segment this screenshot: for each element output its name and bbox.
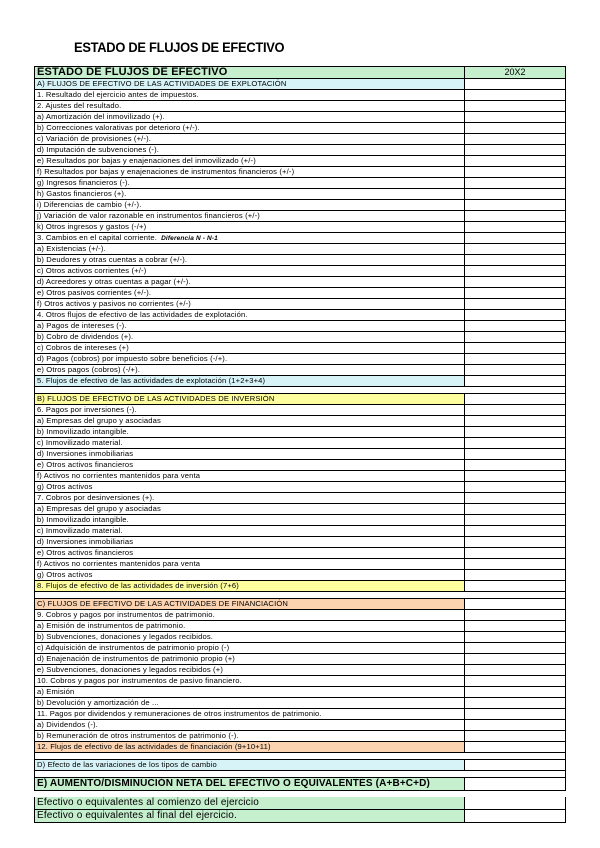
row-label: 6. Pagos por inversiones (-). <box>35 405 465 415</box>
row-label: A) FLUJOS DE EFECTIVO DE LAS ACTIVIDADES DE EXPLOTACIÓN <box>35 79 465 89</box>
row-label: c) Adquisición de instrumentos de patrimonio propio (-) <box>35 643 465 653</box>
row-value-cell <box>465 178 565 188</box>
row-value-cell <box>465 460 565 470</box>
row-label: e) Otros activos financieros <box>35 548 465 558</box>
table-row <box>34 145 566 156</box>
row-value-cell <box>465 621 565 631</box>
row-value-cell <box>465 167 565 177</box>
row-value-cell <box>465 581 565 591</box>
row-label: g) Otros activos <box>35 482 465 492</box>
table-row <box>34 233 566 244</box>
row-value-cell <box>465 101 565 111</box>
table-header-label: ESTADO DE FLUJOS DE EFECTIVO <box>35 67 465 78</box>
table-row <box>34 376 566 387</box>
row-label: e) Subvenciones, donaciones y legados recibidos (+) <box>35 665 465 675</box>
row-value-cell <box>465 632 565 642</box>
row-value-cell <box>465 233 565 243</box>
row-value-cell <box>465 394 565 404</box>
table-row <box>34 134 566 145</box>
row-label: e) Otros activos financieros <box>35 460 465 470</box>
table-row <box>34 599 566 610</box>
row-value-cell <box>465 778 565 790</box>
row-value-cell <box>465 720 565 730</box>
row-label: C) FLUJOS DE EFECTIVO DE LAS ACTIVIDADES DE FINANCIACIÓN <box>35 599 465 609</box>
row-label: d) Inversiones inmobiliarias <box>35 537 465 547</box>
row-value-cell <box>465 211 565 221</box>
table-body <box>34 79 566 823</box>
row-value-cell <box>465 698 565 708</box>
row-value-cell <box>465 493 565 503</box>
row-label: d) Enajenación de instrumentos de patrimonio propio (+) <box>35 654 465 664</box>
row-value-cell <box>465 643 565 653</box>
table-row <box>34 778 566 791</box>
table-row <box>34 632 566 643</box>
table-row <box>34 101 566 112</box>
row-value-cell <box>465 79 565 89</box>
table-row <box>34 504 566 515</box>
table-row <box>34 621 566 632</box>
row-label: i) Diferencias de cambio (+/-). <box>35 200 465 210</box>
row-value-cell <box>465 654 565 664</box>
table-row <box>34 123 566 134</box>
table-header-year: 20X2 <box>465 67 565 78</box>
row-value-cell <box>465 354 565 364</box>
table-row <box>34 405 566 416</box>
row-label: f) Otros activos y pasivos no corrientes (+/-) <box>35 299 465 309</box>
row-label: d) Inversiones inmobiliarias <box>35 449 465 459</box>
row-value-cell <box>465 537 565 547</box>
row-label: c) Variación de provisiones (+/-). <box>35 134 465 144</box>
row-label: Efectivo o equivalentes al comienzo del ejercicio <box>35 797 465 809</box>
table-row <box>34 321 566 332</box>
table-row <box>34 394 566 405</box>
row-label: f) Resultados por bajas y enajenaciones de instrumentos financieros (+/-) <box>35 167 465 177</box>
row-value-cell <box>465 145 565 155</box>
row-value-cell <box>465 504 565 514</box>
row-label: 9. Cobros y pagos por instrumentos de patrimonio. <box>35 610 465 620</box>
row-label: b) Subvenciones, donaciones y legados recibidos. <box>35 632 465 642</box>
row-value-cell <box>465 244 565 254</box>
table-header-row <box>34 66 566 79</box>
table-row <box>34 610 566 621</box>
table-row <box>34 365 566 376</box>
row-value-cell <box>465 610 565 620</box>
row-label: a) Emisión de instrumentos de patrimonio. <box>35 621 465 631</box>
cash-flow-table <box>34 66 566 823</box>
row-value-cell <box>465 156 565 166</box>
table-row <box>34 178 566 189</box>
row-value-cell <box>465 200 565 210</box>
row-value-cell <box>465 526 565 536</box>
table-row <box>34 438 566 449</box>
table-row <box>34 79 566 90</box>
table-row <box>34 167 566 178</box>
row-value-cell <box>465 310 565 320</box>
table-row <box>34 255 566 266</box>
row-label: g) Otros activos <box>35 570 465 580</box>
row-value-cell <box>465 559 565 569</box>
table-row <box>34 332 566 343</box>
table-row <box>34 581 566 592</box>
row-label: a) Pagos de intereses (-). <box>35 321 465 331</box>
table-row <box>34 760 566 771</box>
spacer-row <box>34 387 566 394</box>
table-row <box>34 709 566 720</box>
row-value-cell <box>465 482 565 492</box>
table-row <box>34 548 566 559</box>
capital-note: Diferencia N - N-1 <box>161 235 218 242</box>
row-value-cell <box>465 687 565 697</box>
spacer-row <box>34 771 566 778</box>
row-value-cell <box>465 471 565 481</box>
row-value-cell <box>465 321 565 331</box>
table-row <box>34 537 566 548</box>
row-label: 10. Cobros y pagos por instrumentos de pasivo financiero. <box>35 676 465 686</box>
row-label: c) Inmovilizado material. <box>35 526 465 536</box>
row-label: Efectivo o equivalentes al final del ejercicio. <box>35 810 465 822</box>
row-label: b) Devolución y amortización de ... <box>35 698 465 708</box>
table-row <box>34 654 566 665</box>
row-label: 12. Flujos de efectivo de las actividades de financiación (9+10+11) <box>35 742 465 752</box>
spacer-row <box>34 753 566 760</box>
row-label: a) Empresas del grupo y asociadas <box>35 416 465 426</box>
table-row <box>34 643 566 654</box>
row-value-cell <box>465 760 565 770</box>
row-value-cell <box>465 134 565 144</box>
row-label: k) Otros ingresos y gastos (-/+) <box>35 222 465 232</box>
row-label: 2. Ajustes del resultado. <box>35 101 465 111</box>
row-label: a) Emisión <box>35 687 465 697</box>
table-row <box>34 515 566 526</box>
table-row <box>34 244 566 255</box>
spacer-row <box>34 592 566 599</box>
table-row <box>34 299 566 310</box>
row-label: e) Otros pagos (cobros) (-/+). <box>35 365 465 375</box>
row-value-cell <box>465 365 565 375</box>
row-value-cell <box>465 438 565 448</box>
row-value-cell <box>465 731 565 741</box>
row-label: c) Otros activos corrientes (+/-) <box>35 266 465 276</box>
row-value-cell <box>465 405 565 415</box>
row-label: a) Dividendos (-). <box>35 720 465 730</box>
row-label: b) Inmovilizado intangible. <box>35 515 465 525</box>
table-row <box>34 354 566 365</box>
table-row <box>34 559 566 570</box>
row-label: e) Otros pasivos corrientes (+/-). <box>35 288 465 298</box>
table-row <box>34 211 566 222</box>
row-value-cell <box>465 266 565 276</box>
table-row <box>34 471 566 482</box>
row-label: a) Empresas del grupo y asociadas <box>35 504 465 514</box>
row-value-cell <box>465 112 565 122</box>
row-value-cell <box>465 515 565 525</box>
row-label: g) Ingresos financieros (-). <box>35 178 465 188</box>
row-value-cell <box>465 599 565 609</box>
row-label: b) Inmovilizado intangible. <box>35 427 465 437</box>
table-row <box>34 676 566 687</box>
table-row <box>34 310 566 321</box>
row-value-cell <box>465 255 565 265</box>
table-row <box>34 427 566 438</box>
row-value-cell <box>465 449 565 459</box>
table-row <box>34 189 566 200</box>
row-value-cell <box>465 376 565 386</box>
row-label: 8. Flujos de efectivo de las actividades de inversión (7+6) <box>35 581 465 591</box>
table-row <box>34 720 566 731</box>
table-row <box>34 222 566 233</box>
row-label: E) AUMENTO/DISMINUCIÓN NETA DEL EFECTIVO O EQUIVALENTES (A+B+C+D) <box>35 778 465 790</box>
table-row <box>34 797 566 810</box>
table-row <box>34 742 566 753</box>
table-row <box>34 416 566 427</box>
table-row <box>34 482 566 493</box>
row-label: 3. Cambios en el capital corriente. Diferencia N - N-1 <box>35 233 465 243</box>
row-label: d) Acreedores y otras cuentas a pagar (+/-). <box>35 277 465 287</box>
table-row <box>34 449 566 460</box>
row-label: f) Activos no corrientes mantenidos para venta <box>35 559 465 569</box>
row-value-cell <box>465 548 565 558</box>
row-value-cell <box>465 709 565 719</box>
table-row <box>34 526 566 537</box>
row-label: b) Cobro de dividendos (+). <box>35 332 465 342</box>
row-value-cell <box>465 299 565 309</box>
table-row <box>34 266 566 277</box>
row-value-cell <box>465 288 565 298</box>
table-row <box>34 277 566 288</box>
row-label: d) Imputación de subvenciones (-). <box>35 145 465 155</box>
row-label: 1. Resultado del ejercicio antes de impuestos. <box>35 90 465 100</box>
table-row <box>34 493 566 504</box>
row-value-cell <box>465 676 565 686</box>
table-row <box>34 810 566 823</box>
table-row <box>34 288 566 299</box>
row-label: f) Activos no corrientes mantenidos para venta <box>35 471 465 481</box>
row-label: b) Remuneración de otros instrumentos de patrimonio (-). <box>35 731 465 741</box>
row-value-cell <box>465 797 565 809</box>
table-row <box>34 570 566 581</box>
row-label: a) Amortización del inmovilizado (+). <box>35 112 465 122</box>
table-row <box>34 200 566 211</box>
row-label: b) Correcciones valorativas por deterioro (+/-). <box>35 123 465 133</box>
row-value-cell <box>465 277 565 287</box>
row-label: 7. Cobros por desinversiones (+). <box>35 493 465 503</box>
row-value-cell <box>465 427 565 437</box>
row-value-cell <box>465 123 565 133</box>
row-label: c) Cobros de intereses (+) <box>35 343 465 353</box>
row-value-cell <box>465 416 565 426</box>
row-label: j) Variación de valor razonable en instrumentos financieros (+/-) <box>35 211 465 221</box>
row-value-cell <box>465 222 565 232</box>
row-label: 4. Otros flujos de efectivo de las actividades de explotación. <box>35 310 465 320</box>
document-title: ESTADO DE FLUJOS DE EFECTIVO <box>74 39 285 55</box>
row-label: e) Resultados por bajas y enajenaciones del inmovilizado (+/-) <box>35 156 465 166</box>
row-value-cell <box>465 332 565 342</box>
row-label: B) FLUJOS DE EFECTIVO DE LAS ACTIVIDADES DE INVERSIÓN <box>35 394 465 404</box>
row-label: d) Pagos (cobros) por impuesto sobre beneficios (-/+). <box>35 354 465 364</box>
row-label: c) Inmovilizado material. <box>35 438 465 448</box>
row-label: 11. Pagos por dividendos y remuneraciones de otros instrumentos de patrimonio. <box>35 709 465 719</box>
row-value-cell <box>465 742 565 752</box>
row-label: D) Efecto de las variaciones de los tipos de cambio <box>35 760 465 770</box>
table-row <box>34 112 566 123</box>
row-label: a) Existencias (+/-). <box>35 244 465 254</box>
row-value-cell <box>465 90 565 100</box>
row-label: 5. Flujos de efectivo de las actividades de explotación (1+2+3+4) <box>35 376 465 386</box>
table-row <box>34 731 566 742</box>
table-row <box>34 90 566 101</box>
row-label: h) Gastos financieros (+). <box>35 189 465 199</box>
table-row <box>34 156 566 167</box>
row-label: b) Deudores y otras cuentas a cobrar (+/-). <box>35 255 465 265</box>
table-row <box>34 343 566 354</box>
row-value-cell <box>465 189 565 199</box>
table-row <box>34 665 566 676</box>
row-value-cell <box>465 570 565 580</box>
table-row <box>34 687 566 698</box>
row-value-cell <box>465 343 565 353</box>
table-row <box>34 698 566 709</box>
row-value-cell <box>465 665 565 675</box>
table-row <box>34 460 566 471</box>
row-value-cell <box>465 810 565 822</box>
